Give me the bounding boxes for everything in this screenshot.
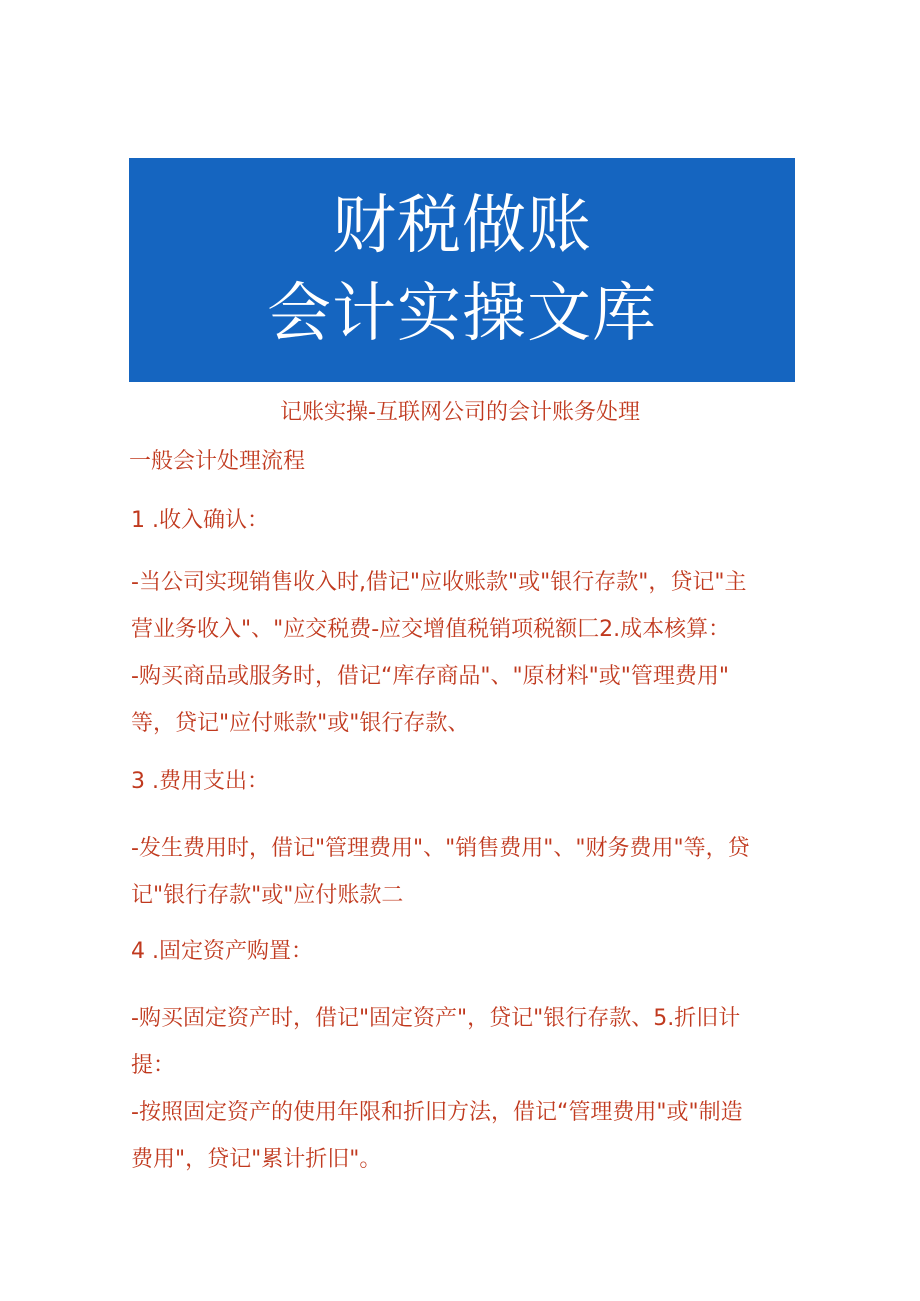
- text-line: 提：: [131, 1053, 176, 1078]
- text-line: 等，贷记"应付账款"或"银行存款、: [131, 711, 470, 736]
- item-heading-expenses: 3 .费用支出：: [131, 769, 269, 794]
- text-line: 费用"，贷记"累计折旧"。: [131, 1147, 382, 1172]
- text-line: -购买固定资产时，借记"固定资产"，贷记"银行存款、5.折旧计: [131, 1006, 741, 1031]
- item-heading-fixed-assets: 4 .固定资产购置：: [131, 939, 313, 964]
- banner-title-line-2: 会计实操文库: [267, 277, 657, 351]
- title-banner: [129, 158, 795, 382]
- text-line: -发生费用时，借记"管理费用"、"销售费用"、"财务费用"等，贷: [131, 836, 750, 861]
- text-line: 营业务收入"、"应交税费-应交增值税销项税额匚2.成本核算：: [131, 617, 731, 642]
- document-subtitle: 记账实操-互联网公司的会计账务处理: [280, 400, 640, 425]
- text-line: 记"银行存款"或"应付账款二: [131, 883, 404, 908]
- text-line: -购买商品或服务时，借记“库存商品"、"原材料"或"管理费用": [131, 664, 729, 689]
- item-heading-revenue: 1 .收入确认：: [131, 508, 269, 533]
- section-heading: 一般会计处理流程: [129, 449, 306, 474]
- text-line: -当公司实现销售收入时,借记"应收账款"或"银行存款"，贷记"主: [131, 570, 747, 595]
- banner-title-line-1: 财税做账: [332, 189, 592, 263]
- text-line: -按照固定资产的使用年限和折旧方法，借记“管理费用"或"制造: [131, 1100, 743, 1125]
